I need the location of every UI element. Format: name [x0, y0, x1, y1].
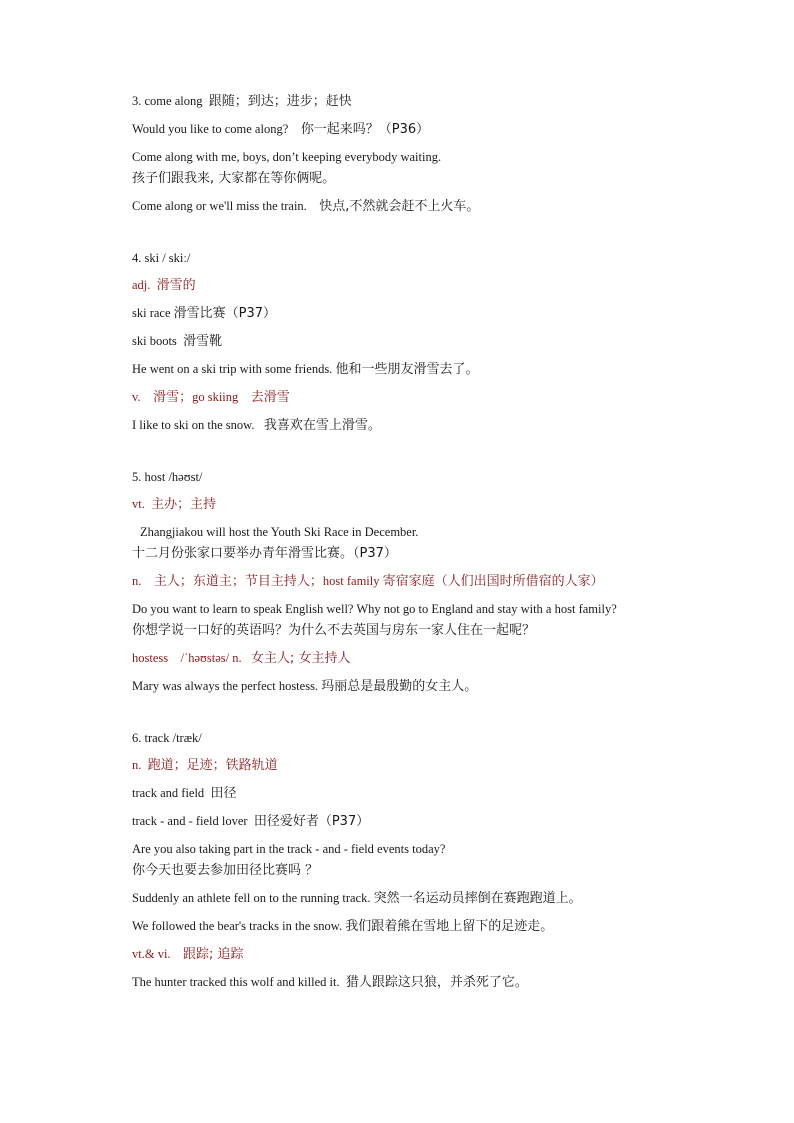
- entry-heading: [132, 92, 662, 111]
- part-of-speech-line: [132, 572, 662, 591]
- example-zh: 孩子们跟我来, 大家都在等你俩呢。: [132, 171, 336, 186]
- phrase: [132, 812, 662, 831]
- example-en: Suddenly an athlete fell on to the running track.: [132, 891, 371, 905]
- example-translation: [132, 169, 662, 188]
- entry-heading: [132, 468, 662, 486]
- pos-phrase-zh: 去滑雪: [250, 390, 290, 405]
- document-page: [132, 92, 662, 1001]
- part-of-speech-line: [132, 276, 662, 295]
- example-en: I like to ski on the snow.: [132, 418, 255, 432]
- example-en: Come along with me, boys, don’t keeping everybody waiting.: [132, 150, 442, 164]
- entry-spacer: [132, 444, 662, 468]
- pos-label: vt.& vi.: [132, 947, 171, 961]
- example-zh: 他和一些朋友滑雪去了。: [335, 362, 479, 377]
- example-en: Are you also taking part in the track - and - field events today?: [132, 842, 446, 856]
- part-of-speech-line: [132, 388, 662, 407]
- pos-phrase: go skiing: [192, 390, 239, 404]
- example-sentence: [132, 360, 662, 379]
- pos-meaning: 主办；主持: [151, 497, 217, 512]
- entry-ski: [132, 249, 662, 435]
- example-translation: [132, 544, 662, 563]
- entry-spacer: [132, 705, 662, 729]
- entry-track: [132, 729, 662, 992]
- example-en: He went on a ski trip with some friends.: [132, 362, 333, 376]
- example-sentence: [132, 416, 662, 435]
- pos-label: adj.: [132, 278, 151, 292]
- example-sentence: [132, 973, 662, 992]
- example-zh: 突然一名运动员摔倒在赛跑跑道上。: [373, 891, 582, 906]
- example-zh: 我们跟着熊在雪地上留下的足迹走。: [345, 919, 554, 934]
- phrase-zh: 滑雪靴: [183, 334, 223, 349]
- derived-word: hostess: [132, 651, 169, 665]
- example-en: The hunter tracked this wolf and killed it.: [132, 975, 340, 989]
- example-sentence: [132, 917, 662, 936]
- example-zh: 你想学说一口好的英语吗？为什么不去英国与房东一家人住在一起呢？: [132, 623, 536, 638]
- example-zh: 你一起来吗？（P36）: [300, 122, 430, 137]
- entry-heading: [132, 249, 662, 267]
- entry-heading: [132, 729, 662, 747]
- part-of-speech-line: [132, 756, 662, 775]
- example-en: We followed the bear's tracks in the snow.: [132, 919, 343, 933]
- example-zh: 猎人跟踪这只狼，并杀死了它。: [345, 975, 528, 990]
- example-sentence: [132, 523, 662, 541]
- phrase-en: ski race: [132, 306, 171, 320]
- phrase-zh: 滑雪比赛（P37）: [173, 306, 277, 321]
- pos-label: n.: [132, 758, 142, 772]
- headword: 5. host /həʊst/: [132, 470, 203, 484]
- entry-come-along: [132, 92, 662, 216]
- derived-phonetic: /ˈhəʊstəs/ n.: [180, 651, 242, 665]
- phrase: [132, 784, 662, 803]
- phrase-en: track and field: [132, 786, 205, 800]
- derived-meaning: 女主人; 女主持人: [251, 651, 351, 666]
- pos-meaning: 主人；东道主；节目主持人；: [153, 574, 323, 589]
- pos-meaning: 跑道；足迹；铁路轨道: [147, 758, 278, 773]
- phrase-zh: 田径: [210, 786, 237, 801]
- example-sentence: [132, 677, 662, 696]
- phrase: [132, 304, 662, 323]
- phrase-zh: 田径爱好者（P37）: [253, 814, 370, 829]
- phrase-en: track - and - field lover: [132, 814, 248, 828]
- headword: 3. come along: [132, 94, 203, 108]
- example-zh: 玛丽总是最殷勤的女主人。: [321, 679, 478, 694]
- example-en: Come along or we'll miss the train.: [132, 199, 307, 213]
- headword: 4. ski / skiː/: [132, 251, 191, 265]
- example-en: Do you want to learn to speak English well? Why not go to England and stay with a host family?: [132, 602, 617, 616]
- pos-meaning: 跟踪; 追踪: [183, 947, 244, 962]
- headword: 6. track /træk/: [132, 731, 202, 745]
- example-zh: 快点,不然就会赶不上火车。: [319, 199, 480, 214]
- example-en: Would you like to come along?: [132, 122, 289, 136]
- pos-label: n.: [132, 574, 142, 588]
- pos-phrase-zh: 寄宿家庭（人们出国时所借宿的人家）: [382, 574, 604, 589]
- example-zh: 我喜欢在雪上滑雪。: [263, 418, 381, 433]
- phrase-en: ski boots: [132, 334, 177, 348]
- entry-spacer: [132, 225, 662, 249]
- entry-host: [132, 468, 662, 696]
- pos-meaning: 滑雪；: [153, 390, 193, 405]
- example-zh: 你今天也要去参加田径比赛吗 ？: [132, 863, 319, 878]
- pos-meaning: 滑雪的: [156, 278, 196, 293]
- part-of-speech-line: [132, 495, 662, 514]
- pos-phrase: host family: [322, 574, 380, 588]
- example-translation: [132, 621, 662, 640]
- derived-word-line: [132, 649, 662, 668]
- example-sentence: [132, 840, 662, 858]
- example-zh: 十二月份张家口要举办青年滑雪比赛。（P37）: [132, 546, 397, 561]
- example-sentence: [132, 148, 662, 166]
- phrase: [132, 332, 662, 351]
- example-translation: [132, 861, 662, 880]
- pos-label: vt.: [132, 497, 145, 511]
- example-en: Mary was always the perfect hostess.: [132, 679, 319, 693]
- headword-meaning: 跟随；到达；进步；赶快: [208, 94, 352, 109]
- example-sentence: [132, 197, 662, 216]
- example-sentence: [132, 600, 662, 618]
- example-en: Zhangjiakou will host the Youth Ski Race in December.: [140, 525, 419, 539]
- example-sentence: [132, 120, 662, 139]
- pos-label: v.: [132, 390, 141, 404]
- part-of-speech-line: [132, 945, 662, 964]
- example-sentence: [132, 889, 662, 908]
